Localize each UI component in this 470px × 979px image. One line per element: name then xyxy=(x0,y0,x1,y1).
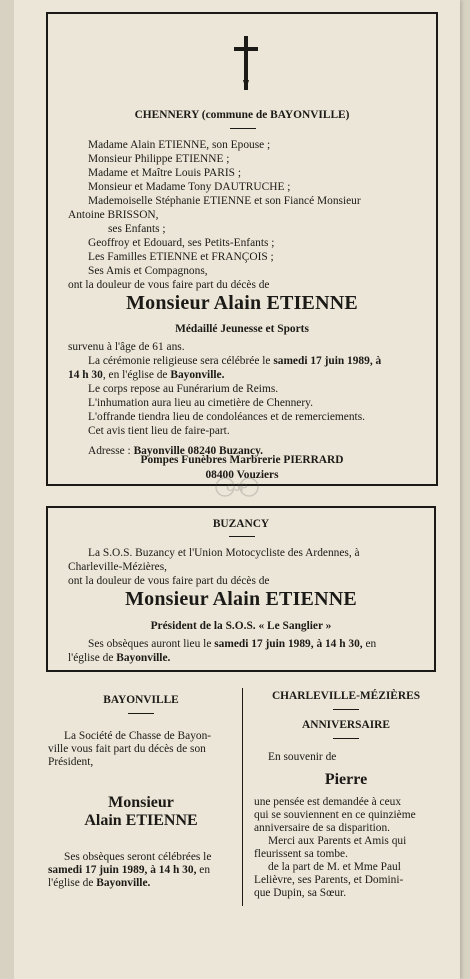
funeral-home-name: Pompes Funèbres Marbrerie PIERRARD xyxy=(140,454,344,466)
family-line: Antoine BRISSON, xyxy=(68,209,159,221)
family-line: ont la douleur de vous faire part du décès de xyxy=(68,279,270,291)
notice-heading: CHENNERY (commune de BAYONVILLE) xyxy=(134,109,350,121)
family-line: Monsieur Philippe ETIENNE ; xyxy=(88,153,230,165)
notice-heading: CHARLEVILLE-MÉZIÈRES xyxy=(271,690,421,702)
ceremony-date: samedi 17 juin 1989, à xyxy=(273,355,382,367)
ceremony-place: Bayonville. xyxy=(170,369,225,381)
notice-heading: BUZANCY xyxy=(212,518,270,530)
notice-line: de la part de M. et Mme Paul xyxy=(268,861,401,873)
family-line: Ses Amis et Compagnons, xyxy=(88,265,208,277)
ceremony-line-2: 14 h 30, en l'église de Bayonville. xyxy=(68,369,225,381)
notice-line: Charleville-Mézières, xyxy=(68,561,167,573)
family-line: Mademoiselle Stéphanie ETIENNE et son Fiancé Monsieur xyxy=(88,195,361,207)
obsequies-line: Ses obsèques seront célébrées le xyxy=(64,851,212,863)
notice-line: Président, xyxy=(48,756,94,768)
family-line: Madame et Maître Louis PARIS ; xyxy=(88,167,242,179)
deceased-name-line-2: Alain ETIENNE xyxy=(84,812,198,829)
offering-line: L'offrande tiendra lieu de condoléances et de remerciements. xyxy=(88,411,365,423)
family-line: Les Familles ETIENNE et FRANÇOIS ; xyxy=(88,251,274,263)
remembered-name: Pierre xyxy=(324,771,368,788)
cross-icon xyxy=(231,34,261,92)
divider xyxy=(333,738,359,739)
ceremony-time: 14 h 30 xyxy=(68,369,103,381)
deceased-name: Monsieur Alain ETIENNE xyxy=(126,292,358,314)
notice-line: La S.O.S. Buzancy et l'Union Motocycliste des Ardennes, à xyxy=(88,547,360,559)
obituary-notice-buzancy xyxy=(46,506,436,672)
obsequies-line-3: l'église de Bayonville. xyxy=(48,877,151,889)
ceremony-line: La cérémonie religieuse sera célébrée le samedi 17 juin 1989, à xyxy=(88,355,382,367)
notice-line: La Société de Chasse de Bayon- xyxy=(64,730,212,742)
notice-line: que Dupin, sa Sœur. xyxy=(254,887,347,899)
notice-line: ont la douleur de vous faire part du décès de xyxy=(68,575,270,587)
deceased-name-line-1: Monsieur xyxy=(108,794,174,811)
family-line: Monsieur et Madame Tony DAUTRUCHE ; xyxy=(88,181,291,193)
obsequies-line-2: l'église de Bayonville. xyxy=(68,652,171,664)
divider xyxy=(333,709,359,710)
family-line: ses Enfants ; xyxy=(108,223,166,235)
deceased-title: Médaillé Jeunesse et Sports xyxy=(175,323,309,335)
divider xyxy=(128,713,154,714)
notice-line: qui se souviennent en ce quinzième xyxy=(254,809,416,821)
address-line: Adresse : Bayonville 08240 Buzancy. xyxy=(88,445,263,457)
notice-heading: BAYONVILLE xyxy=(103,694,179,706)
family-line: Geoffroy et Edouard, ses Petits-Enfants ; xyxy=(88,237,275,249)
notice-line: une pensée est demandée à ceux xyxy=(254,796,402,808)
notice-line: fleurissent sa tombe. xyxy=(254,848,348,860)
column-separator xyxy=(242,688,243,906)
burial-line: L'inhumation aura lieu au cimetière de Chennery. xyxy=(88,397,313,409)
deceased-name: Monsieur Alain ETIENNE xyxy=(125,588,357,610)
obituary-notice-chennery xyxy=(46,12,438,486)
obsequies-line-2: samedi 17 juin 1989, à 14 h 30, en xyxy=(48,864,211,876)
rest-line: Le corps repose au Funérarium de Reims. xyxy=(88,383,279,395)
divider xyxy=(229,536,255,537)
deceased-title: Président de la S.O.S. « Le Sanglier » xyxy=(150,620,332,632)
notice-subheading: ANNIVERSAIRE xyxy=(302,719,390,731)
funeral-home-city: 08400 Vouziers xyxy=(205,469,279,481)
notice-line: ville vous fait part du décès de son xyxy=(48,743,206,755)
divider xyxy=(230,128,256,129)
obsequies-line: Ses obsèques auront lieu le samedi 17 juin 1989, à 14 h 30, en xyxy=(88,638,377,650)
notice-line: anniversaire de sa disparition. xyxy=(254,822,391,834)
svg-text:CJP: CJP xyxy=(226,482,248,494)
notice-line: Lelièvre, ses Parents, et Domini- xyxy=(254,874,404,886)
address-value: Bayonville 08240 Buzancy. xyxy=(133,445,263,457)
family-line: Madame Alain ETIENNE, son Epouse ; xyxy=(88,139,271,151)
age-line: survenu à l'âge de 61 ans. xyxy=(68,341,185,353)
notice-line: Cet avis tient lieu de faire-part. xyxy=(88,425,230,437)
intro-line: En souvenir de xyxy=(268,751,337,763)
notice-line: Merci aux Parents et Amis qui xyxy=(268,835,407,847)
watermark-stamp xyxy=(214,476,260,498)
